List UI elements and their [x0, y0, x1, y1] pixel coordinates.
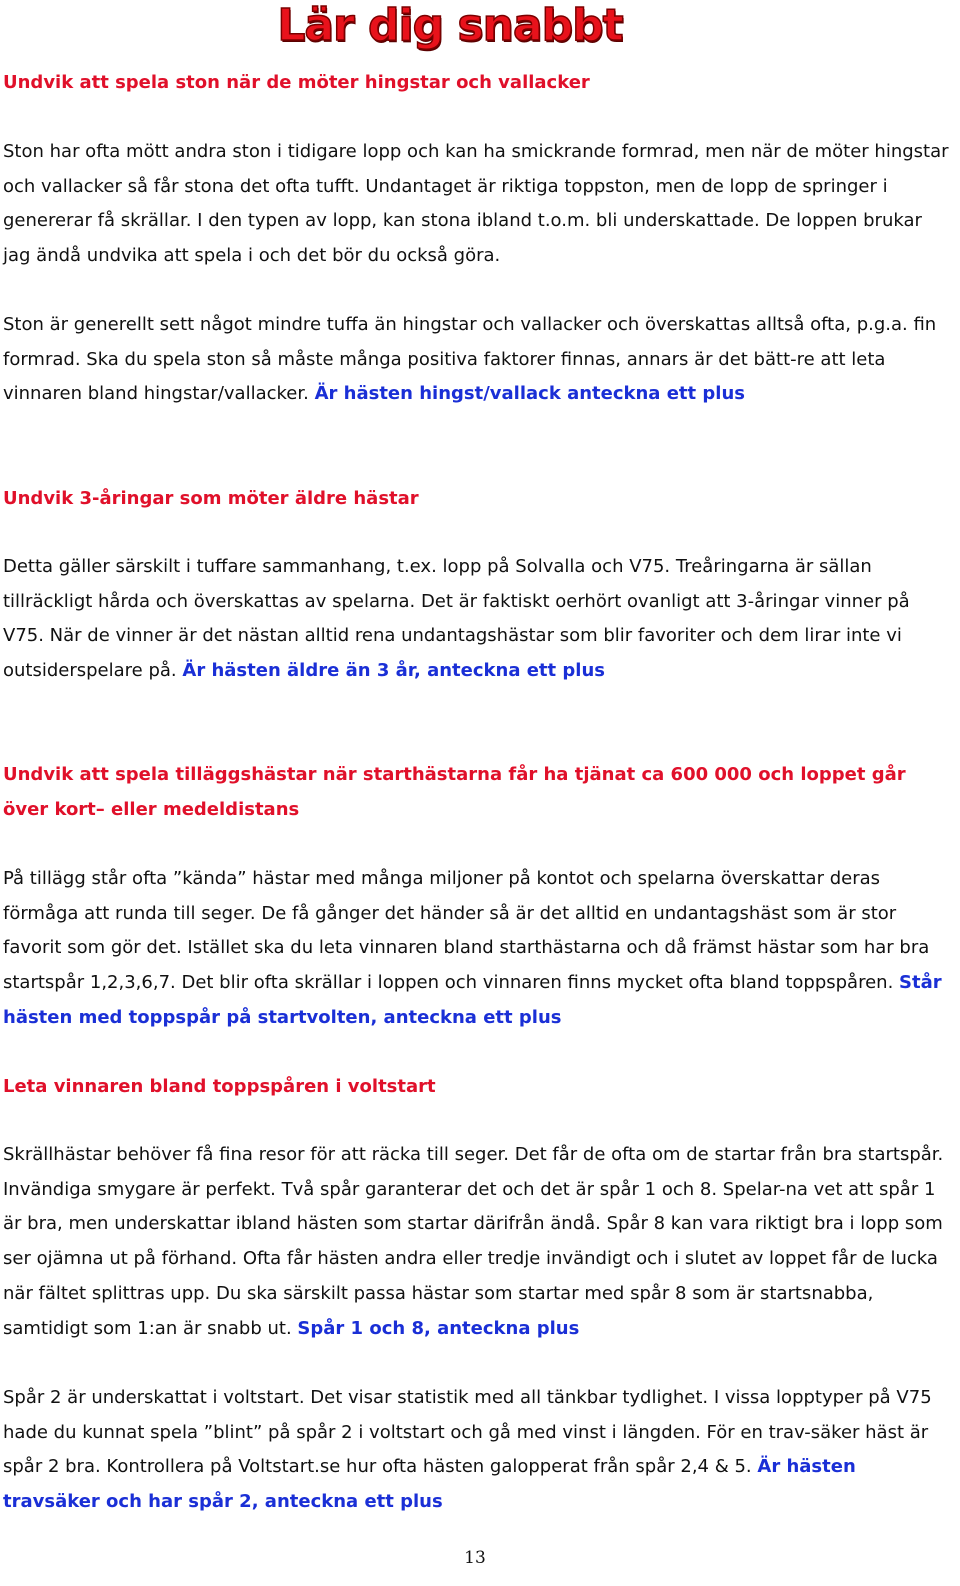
plus-note: Står hästen med toppspår på startvolten, anteckna ett plus [3, 972, 942, 1028]
paragraph-text: Ston är generellt sett något mindre tuffa än hingstar och vallacker och överskattas alltså ofta, p.g.a. fin formrad. Ska du spela ston så måste många positiva faktorer finnas, annars är det bätt-re att leta vinnaren bland hingstar/vallacker. [3, 314, 937, 405]
section-heading-tillaggshastar: Undvik att spela tilläggshästar när starthästarna får ha tjänat ca 600 000 och loppet går över kort– eller medeldistans [3, 764, 906, 820]
paragraph-tillaggshastar [3, 862, 951, 1036]
paragraph-text: På tillägg står ofta ”kända” hästar med många miljoner på kontot och spelarna överskattar deras förmåga att runda till seger. De få gånger det händer så är det alltid en undantagshäst som är stor favorit som gör det. Istället ska du leta vinnaren bland starthästarna och då främst hästar som har bra startspår 1,2,3,6,7. Det blir ofta skrällar i loppen och vinnaren finns mycket ofta bland toppspåren. [3, 868, 930, 994]
page-number: 13 [464, 1548, 486, 1568]
paragraph-toppsparen [3, 1138, 951, 1346]
section-heading-toppsparen: Leta vinnaren bland toppspåren i voltstart [3, 1076, 436, 1097]
paragraph-ston-advice [3, 308, 951, 412]
paragraph-text: Spår 2 är underskattat i voltstart. Det visar statistik med all tänkbar tydlighet. I vissa lopptyper på V75 hade du kunnat spela ”blint” på spår 2 i voltstart och gå med vinst i längden. För en trav-säker häst är spår 2 bra. Kontrollera på Voltstart.se hur ofta hästen galopperat från spår 2,4 & 5. [3, 1387, 932, 1478]
section-heading-3-aringar: Undvik 3-åringar som möter äldre hästar [3, 488, 419, 509]
paragraph-ston-intro [3, 135, 951, 274]
paragraph-text: Detta gäller särskilt i tuffare sammanhang, t.ex. lopp på Solvalla och V75. Treåringarna är sällan tillräckligt hårda och överskattas av spelarna. Det är faktiskt oerhört ovanligt att 3-åringar vinner på V75. När de vinner är det nästan alltid rena undantagshästar som blir favoriter och dem lirar inte vi outsiderspelare på. [3, 556, 910, 682]
section-heading-ston: Undvik att spela ston när de möter hingstar och vallacker [3, 72, 590, 93]
plus-note: Är hästen travsäker och har spår 2, anteckna ett plus [3, 1456, 856, 1513]
plus-note: Spår 1 och 8, anteckna plus [297, 1317, 580, 1339]
plus-note: Är hästen äldre än 3 år, anteckna ett plus [182, 660, 605, 682]
plus-note: Är hästen hingst/vallack anteckna ett plus [314, 383, 745, 405]
paragraph-spar-2 [3, 1381, 951, 1520]
paragraph-text: Skrällhästar behöver få fina resor för att räcka till seger. Det får de ofta om de startar från bra startspår. Invändiga smygare är perfekt. Två spår garanterar det och det är spår 1 och 8. Spelar-na vet att spår 1 är bra, men underskattar ibland hästen som startar därifrån ändå. Spår 8 kan vara riktigt bra i lopp som ser ojämna ut på förhand. Ofta får hästen andra eller tredje invändigt och i slutet av loppet får de lucka när fältet splittras upp. Du ska särskilt passa hästar som startar med spår 8 som är startsnabba, samtidigt som 1:an är snabb ut. [3, 1144, 944, 1339]
page-title: Lär dig snabbt [277, 0, 623, 51]
paragraph-text: Ston har ofta mött andra ston i tidigare lopp och kan ha smickrande formrad, men när de möter hingstar och vallacker så får stona det ofta tufft. Undantaget är riktiga toppston, men de lopp de springer i genererar få skrällar. I den typen av lopp, kan stona ibland t.o.m. bli underskattade. De loppen brukar jag ändå undvika att spela i och det bör du också göra. [3, 141, 949, 267]
paragraph-3-aringar [3, 550, 951, 689]
